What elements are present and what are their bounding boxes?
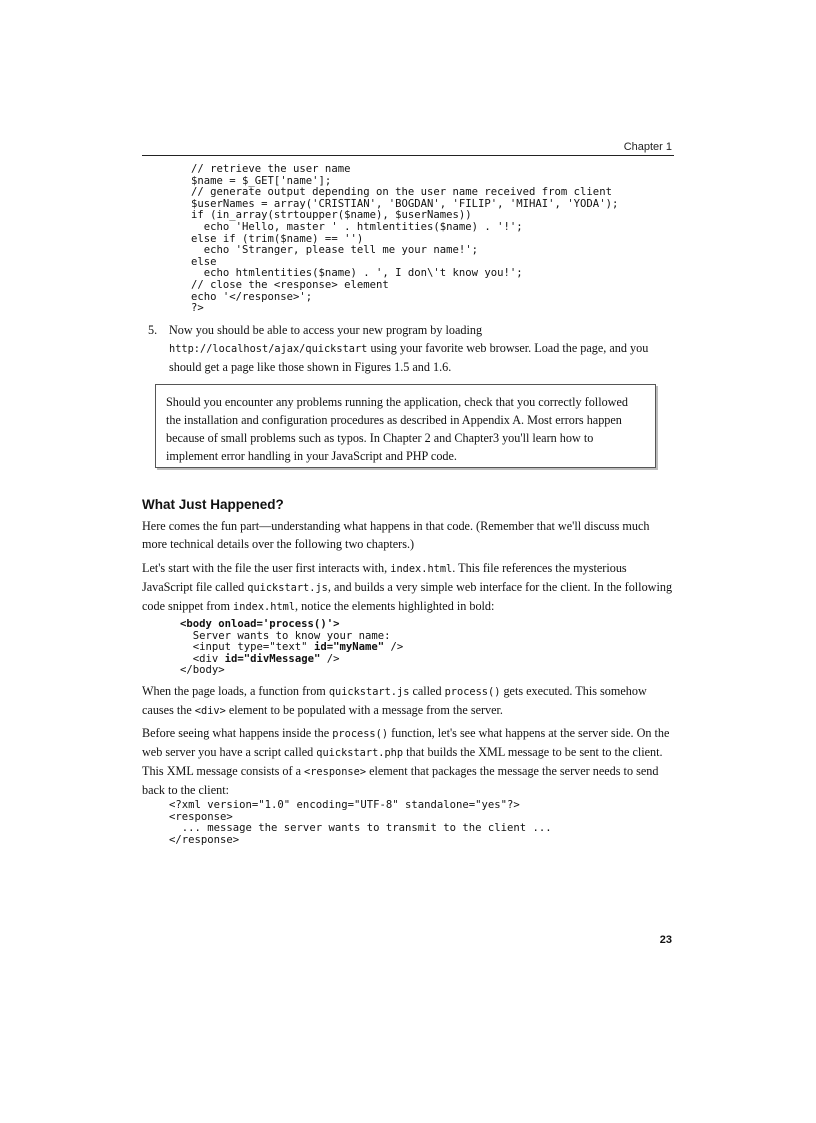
step-url: http://localhost/ajax/quickstart	[169, 343, 368, 355]
code-line: Server wants to know your name:	[180, 629, 391, 642]
inline-code: quickstart.js	[247, 582, 328, 594]
note-text: Should you encounter any problems running the application, check that you correctly followed the installation and configuration procedures as described in Appendix A. Most errors happen because of small problems such as typos. In Chapter 2 and Chapter3 you'll learn how to implement error handling in your JavaScript and PHP code.	[166, 395, 628, 463]
paragraph-text: that builds the XML message to be sent to the client. This XML message consists of a	[142, 745, 663, 778]
paragraph-intro	[142, 517, 674, 553]
section-heading: What Just Happened?	[142, 497, 284, 512]
step-5	[148, 321, 669, 376]
paragraph-text: , and builds a very simple web interface for the client. In the following code snippet from	[142, 580, 673, 613]
php-code-listing	[191, 164, 618, 315]
code-line: if (in_array(strtoupper($name), $userNames))	[191, 209, 472, 222]
code-bold: <body onload='process()'>	[180, 618, 340, 630]
inline-code: quickstart.js	[328, 686, 410, 698]
inline-code: process()	[332, 728, 389, 740]
code-line: else if (trim($name) == '')	[191, 232, 364, 245]
code-line: </body>	[180, 664, 225, 677]
inline-code: quickstart.php	[316, 747, 404, 759]
code-line	[180, 619, 403, 631]
code-line: </response>	[169, 833, 240, 846]
paragraph-text: Let's start with the file the user first interacts with,	[142, 561, 391, 575]
code-line: echo '</response>';	[191, 290, 313, 303]
page-number: 23	[659, 934, 672, 946]
code-line: <response>	[169, 810, 233, 823]
paragraph-text: function, let's see what happens at the server side. On the web server you have a script called	[142, 726, 670, 759]
note-box	[155, 384, 656, 468]
code-line: echo htmlentities($name) . ', I don\'t know you!';	[191, 267, 523, 280]
code-text: />	[320, 652, 340, 665]
chapter-header: Chapter 1	[623, 141, 672, 153]
inline-code: <div>	[194, 705, 226, 717]
paragraph-text: . This file references the mysterious JavaScript file called	[142, 561, 627, 594]
paragraph-text: called	[409, 684, 445, 698]
inline-code: <response>	[304, 766, 367, 778]
inline-code: process()	[444, 686, 501, 698]
html-code-listing	[180, 619, 403, 677]
code-line: // retrieve the user name	[191, 163, 351, 175]
code-text: <div	[180, 652, 225, 665]
code-line: echo 'Stranger, please tell me your name!';	[191, 244, 479, 257]
code-line: ... message the server wants to transmit to the client ...	[169, 822, 552, 835]
code-line: echo 'Hello, master ' . htmlentities($name) . '!';	[191, 220, 523, 233]
paragraph-index-html	[142, 559, 674, 616]
header-rule	[142, 155, 674, 156]
paragraph-text: element to be populated with a message from the server.	[225, 703, 503, 717]
inline-code: index.html	[390, 563, 453, 575]
code-line: // close the <response> element	[191, 278, 389, 291]
paragraph-onload	[142, 682, 674, 720]
paragraph-text: element that packages the message the server needs to send back to the client:	[142, 764, 659, 797]
step-text: Now you should be able to access your new program by loading	[169, 323, 483, 337]
code-line: $name = $_GET['name'];	[191, 174, 332, 187]
code-text: />	[384, 641, 404, 654]
paragraph-server-side	[142, 724, 674, 799]
code-text: <input type="text"	[180, 641, 314, 654]
code-bold: id="divMessage"	[224, 652, 321, 665]
paragraph-text: Here comes the fun part—understanding what happens in that code. (Remember that we'll discuss much more technical details over the following two chapters.)	[142, 519, 650, 551]
step-number: 5.	[148, 323, 158, 337]
inline-code: index.html	[233, 601, 296, 613]
code-line: ?>	[191, 302, 204, 315]
paragraph-text: , notice the elements highlighted in bold:	[295, 599, 495, 613]
paragraph-text: When the page loads, a function from	[142, 684, 329, 698]
code-line: $userNames = array('CRISTIAN', 'BOGDAN', 'FILIP', 'MIHAI', 'YODA');	[191, 197, 619, 210]
step-text: using your favorite web browser. Load the page, and you should get a page like those shown in Figures 1.5 and 1.6.	[169, 341, 649, 374]
paragraph-text: Before seeing what happens inside the	[142, 726, 333, 740]
code-line: <?xml version="1.0" encoding="UTF-8" standalone="yes"?>	[169, 799, 520, 811]
xml-code-listing	[169, 800, 552, 846]
paragraph-text: gets executed. This somehow causes the	[142, 684, 647, 717]
code-line: else	[191, 255, 217, 268]
code-bold: id="myName"	[313, 641, 385, 654]
code-line: // generate output depending on the user name received from client	[191, 186, 612, 199]
